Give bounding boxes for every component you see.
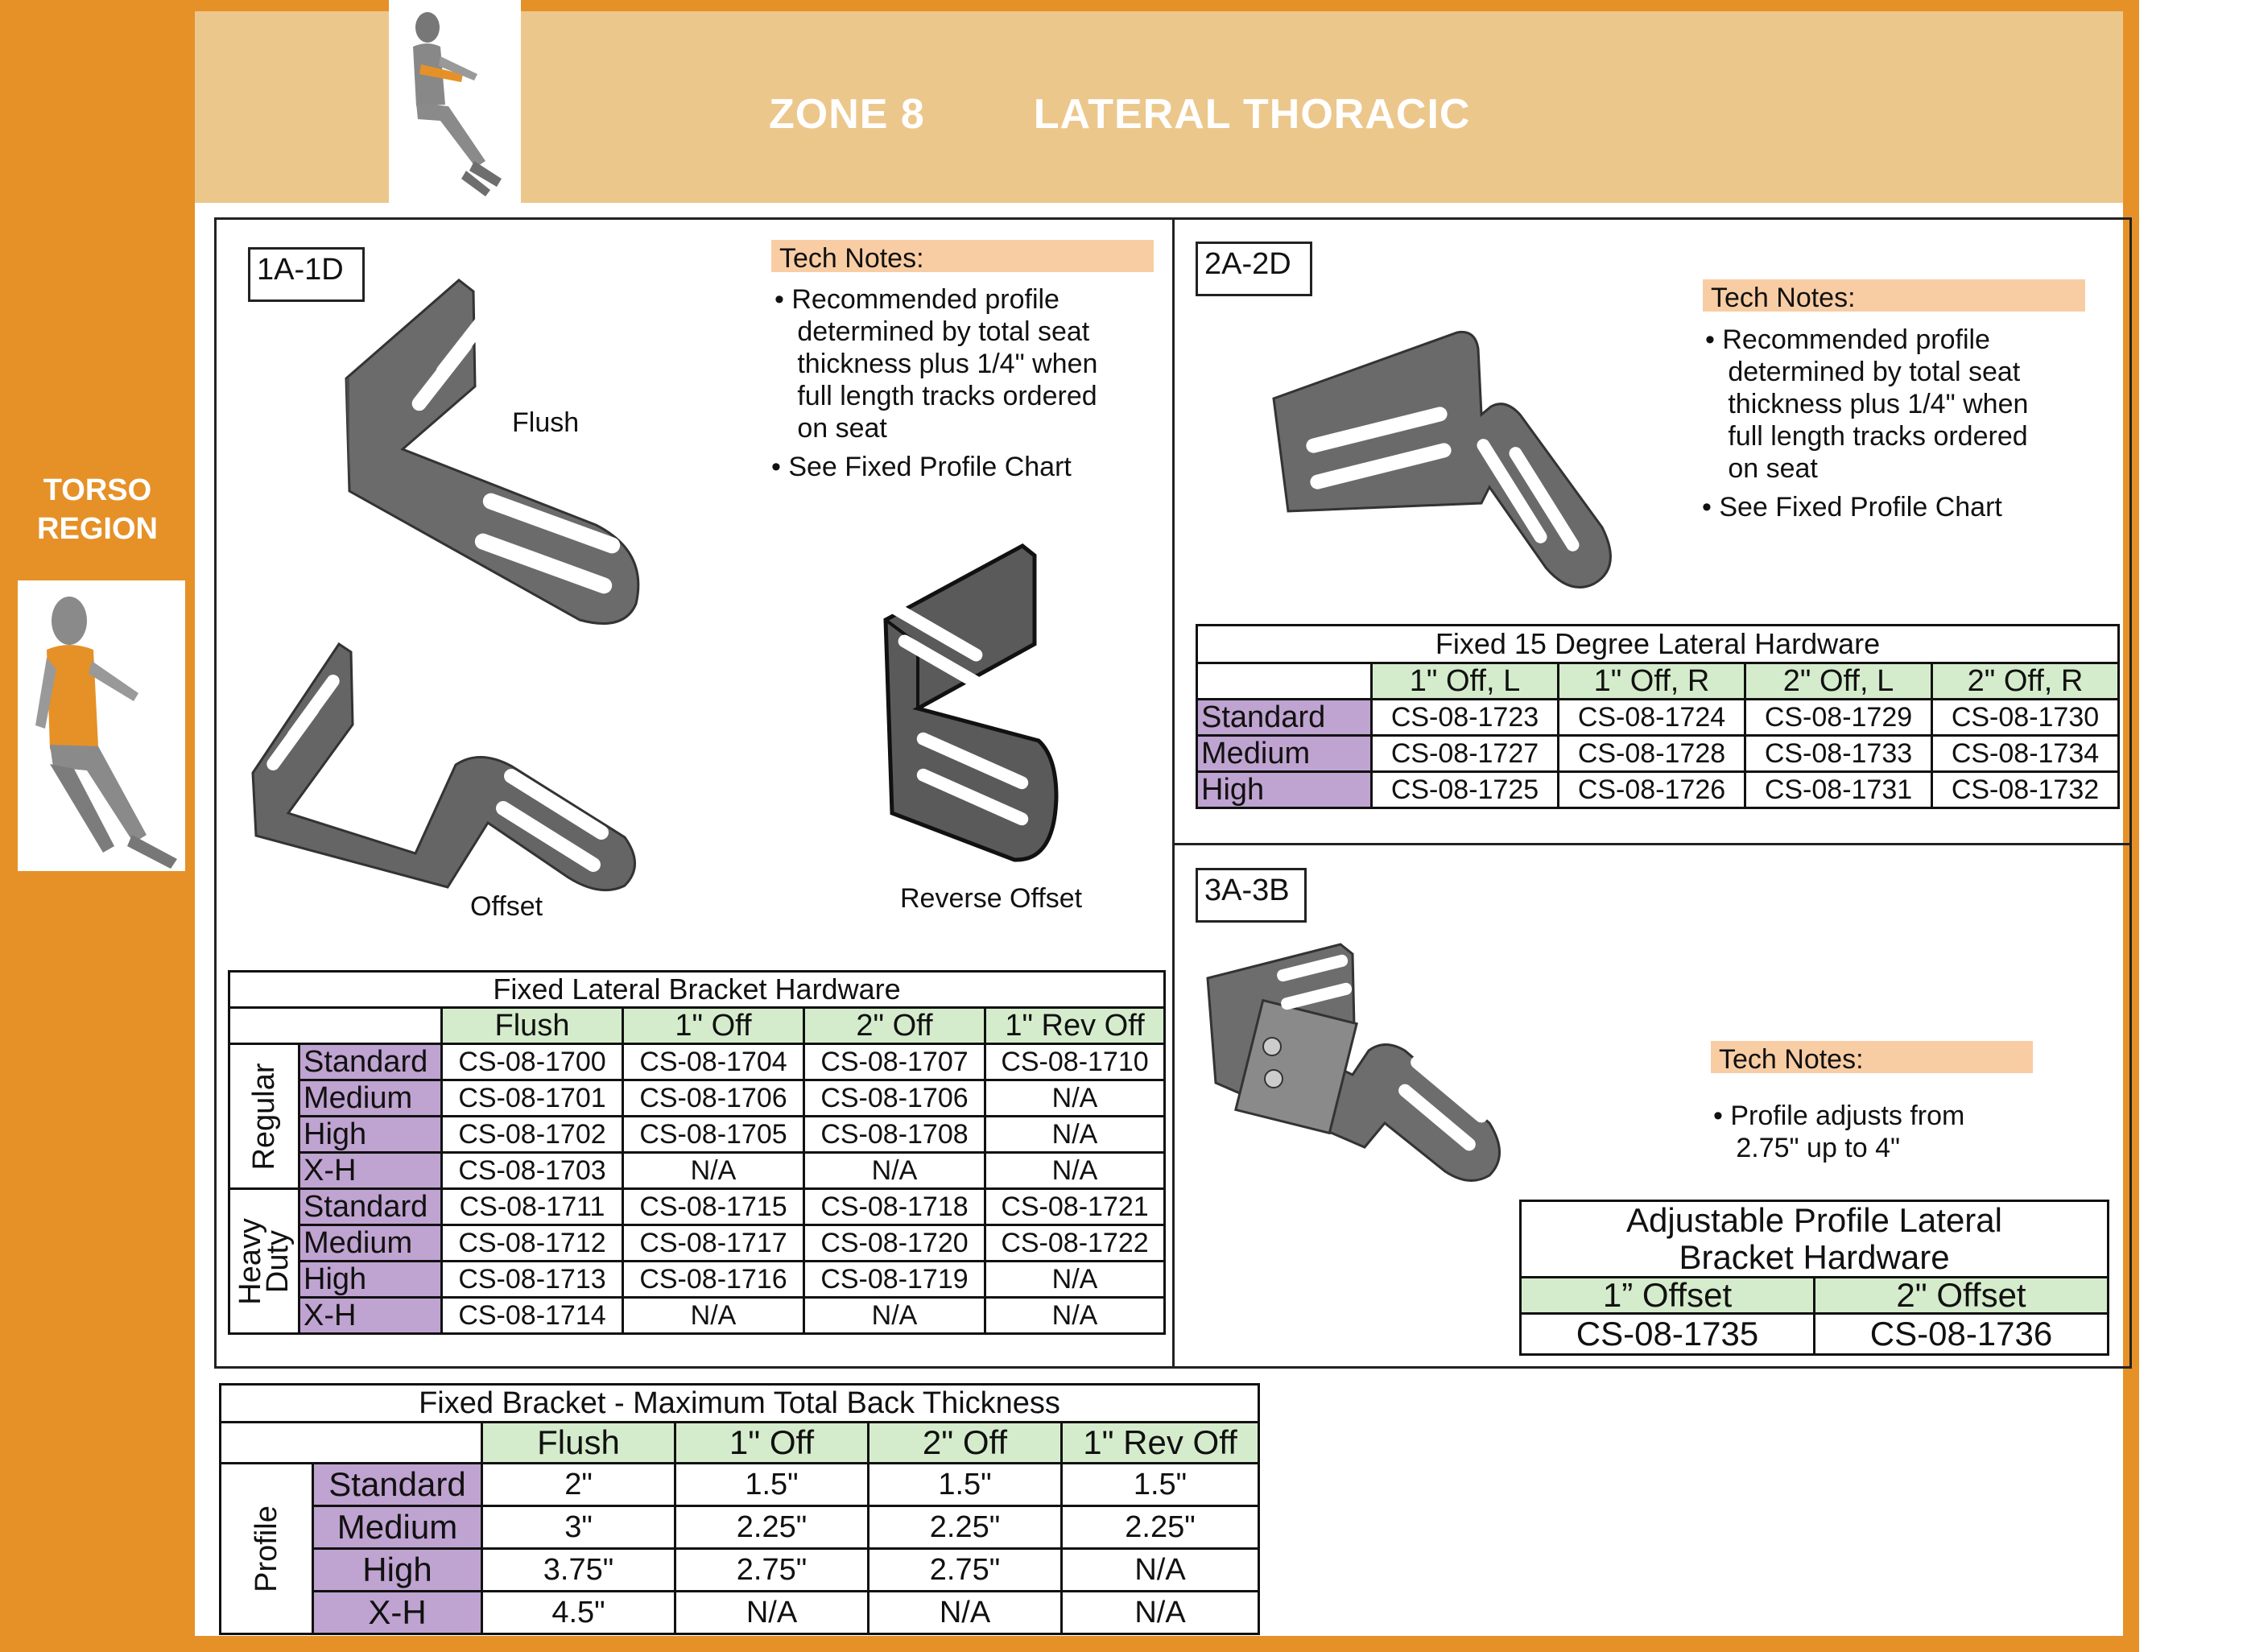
table-cell: N/A <box>623 1298 804 1334</box>
table-row <box>229 1189 1165 1225</box>
table-row <box>229 1262 1165 1298</box>
table-cell: CS-08-1729 <box>1745 700 1932 736</box>
frame-bottom <box>195 1636 2139 1652</box>
table-row <box>229 1080 1165 1117</box>
table-row <box>221 1464 1259 1506</box>
column-header: 2" Off, R <box>1932 663 2119 700</box>
column-header: 2" Off <box>804 1008 985 1044</box>
table-row <box>1197 700 2119 736</box>
table-row <box>221 1506 1259 1549</box>
table-cell: CS-08-1700 <box>442 1044 623 1080</box>
row-label: High <box>313 1549 482 1592</box>
tech-notes-body <box>1702 324 2029 523</box>
column-header: 1" Off, L <box>1372 663 1559 700</box>
adjustable-profile-table <box>1519 1200 2109 1356</box>
section-tag-2a-2d: 2A-2D <box>1196 242 1312 296</box>
tech-note-line: 2.75" up to 4" <box>1713 1133 1901 1163</box>
column-header: 1” Offset <box>1521 1278 1815 1314</box>
15-degree-bracket-image <box>1264 326 1618 592</box>
table-cell: N/A <box>869 1592 1062 1634</box>
table-row <box>229 1298 1165 1334</box>
table-row <box>221 1592 1259 1634</box>
table-cell: CS-08-1717 <box>623 1225 804 1262</box>
row-label: X-H <box>313 1592 482 1634</box>
tech-note-line: on seat <box>1705 453 1818 484</box>
column-header: 2" Off, L <box>1745 663 1932 700</box>
group-label-regular: Regular <box>229 1044 299 1189</box>
tech-note-line: • Recommended profile <box>774 284 1059 315</box>
table-cell: CS-08-1710 <box>985 1044 1165 1080</box>
table-cell: CS-08-1725 <box>1372 772 1559 808</box>
page-title <box>769 90 1470 138</box>
table-title-line2: Bracket Hardware <box>1679 1238 1950 1276</box>
table-cell: CS-08-1704 <box>623 1044 804 1080</box>
flush-caption: Flush <box>512 407 580 438</box>
table-cell: CS-08-1701 <box>442 1080 623 1117</box>
column-header: Flush <box>482 1423 675 1464</box>
table-cell: CS-08-1731 <box>1745 772 1932 808</box>
table-row <box>229 1117 1165 1153</box>
tech-note-line: thickness plus 1/4" when <box>774 349 1098 379</box>
tech-notes-header: Tech Notes: <box>771 240 1154 272</box>
table-cell: N/A <box>985 1153 1165 1189</box>
table-cell: N/A <box>985 1080 1165 1117</box>
row-label: Medium <box>299 1080 442 1117</box>
table-title: Fixed Lateral Bracket Hardware <box>229 972 1165 1008</box>
row-label: Medium <box>1197 736 1372 772</box>
table-cell: CS-08-1707 <box>804 1044 985 1080</box>
fixed-lateral-bracket-table <box>228 970 1166 1335</box>
table-cell: N/A <box>1062 1549 1259 1592</box>
table-cell: CS-08-1730 <box>1932 700 2119 736</box>
row-label: Standard <box>313 1464 482 1506</box>
table-cell: CS-08-1708 <box>804 1117 985 1153</box>
table-cell: N/A <box>804 1298 985 1334</box>
table-cell: CS-08-1703 <box>442 1153 623 1189</box>
tech-note-line: full length tracks ordered <box>774 381 1097 411</box>
row-label: Standard <box>299 1189 442 1225</box>
tech-note-line: determined by total seat <box>774 316 1090 347</box>
row-label: Medium <box>313 1506 482 1549</box>
table-cell: CS-08-1727 <box>1372 736 1559 772</box>
table-cell: CS-08-1714 <box>442 1298 623 1334</box>
table-cell: 2.75" <box>675 1549 869 1592</box>
table-cell: 1.5" <box>1062 1464 1259 1506</box>
table-title: Fixed Bracket - Maximum Total Back Thickness <box>221 1385 1259 1423</box>
table-cell: CS-08-1728 <box>1559 736 1745 772</box>
column-header: 2" Offset <box>1815 1278 2109 1314</box>
region-line1: TORSO <box>43 473 152 507</box>
row-label: Standard <box>299 1044 442 1080</box>
table-cell: CS-08-1718 <box>804 1189 985 1225</box>
table-title-line1: Adjustable Profile Lateral <box>1626 1201 2002 1239</box>
row-label: Medium <box>299 1225 442 1262</box>
table-cell: CS-08-1702 <box>442 1117 623 1153</box>
table-cell: CS-08-1735 <box>1521 1314 1815 1355</box>
table-cell: CS-08-1726 <box>1559 772 1745 808</box>
table-corner <box>221 1423 482 1464</box>
table-row <box>1197 736 2119 772</box>
table-cell: CS-08-1712 <box>442 1225 623 1262</box>
offset-bracket-image <box>246 636 641 894</box>
tech-note-line: • Profile adjusts from <box>1713 1101 1965 1131</box>
region-label <box>0 471 195 548</box>
table-cell: CS-08-1732 <box>1932 772 2119 808</box>
table-cell: N/A <box>985 1262 1165 1298</box>
row-label: High <box>299 1262 442 1298</box>
tech-notes-body <box>1713 1100 1964 1164</box>
column-header: 1" Rev Off <box>1062 1423 1259 1464</box>
table-cell: CS-08-1723 <box>1372 700 1559 736</box>
fixed-15-degree-table <box>1196 624 2120 809</box>
table-cell: CS-08-1720 <box>804 1225 985 1262</box>
table-cell: N/A <box>623 1153 804 1189</box>
tech-notes-body <box>771 283 1098 483</box>
table-corner <box>1197 663 1372 700</box>
table-cell: CS-08-1711 <box>442 1189 623 1225</box>
row-label: Standard <box>1197 700 1372 736</box>
offset-caption: Offset <box>470 891 543 922</box>
table-cell: CS-08-1715 <box>623 1189 804 1225</box>
table-row <box>229 1153 1165 1189</box>
section-tag-3a-3b: 3A-3B <box>1196 868 1307 923</box>
tech-note-line: thickness plus 1/4" when <box>1705 389 2029 419</box>
tech-note-line: • See Fixed Profile Chart <box>1702 492 2002 522</box>
table-cell: CS-08-1721 <box>985 1189 1165 1225</box>
adjustable-bracket-image <box>1200 938 1514 1196</box>
table-row <box>229 1225 1165 1262</box>
table-row <box>229 1044 1165 1080</box>
row-label: X-H <box>299 1153 442 1189</box>
table-cell: N/A <box>675 1592 869 1634</box>
table-cell: CS-08-1733 <box>1745 736 1932 772</box>
region-line2: REGION <box>37 512 158 546</box>
group-label-heavy-duty: Heavy Duty <box>229 1189 299 1334</box>
row-label: High <box>1197 772 1372 808</box>
table-cell: CS-08-1706 <box>623 1080 804 1117</box>
table-cell: 2.25" <box>675 1506 869 1549</box>
table-row <box>1521 1314 2109 1355</box>
table-cell: CS-08-1713 <box>442 1262 623 1298</box>
column-header: 1" Off <box>623 1008 804 1044</box>
tech-notes-header: Tech Notes: <box>1711 1041 2033 1073</box>
table-cell: CS-08-1705 <box>623 1117 804 1153</box>
tech-note-line: full length tracks ordered <box>1705 421 2028 452</box>
table-cell: 2.75" <box>869 1549 1062 1592</box>
table-cell: 2.25" <box>869 1506 1062 1549</box>
reverse-offset-caption: Reverse Offset <box>900 883 1083 914</box>
table-cell: 2" <box>482 1464 675 1506</box>
reverse-offset-bracket-image <box>869 539 1063 869</box>
table-cell: CS-08-1719 <box>804 1262 985 1298</box>
tech-note-line: determined by total seat <box>1705 357 2021 387</box>
column-header: 2" Off <box>869 1423 1062 1464</box>
table-cell: 2.25" <box>1062 1506 1259 1549</box>
column-header: 1" Off <box>675 1423 869 1464</box>
table-title: Fixed 15 Degree Lateral Hardware <box>1197 626 2119 663</box>
table-cell: CS-08-1724 <box>1559 700 1745 736</box>
tech-note-line: on seat <box>774 413 887 444</box>
table-title <box>1521 1201 2109 1278</box>
zone-number: ZONE 8 <box>769 91 925 138</box>
table-cell: CS-08-1734 <box>1932 736 2119 772</box>
column-header: 1" Off, R <box>1559 663 1745 700</box>
column-header: Flush <box>442 1008 623 1044</box>
table-corner <box>229 1008 442 1044</box>
table-cell: CS-08-1706 <box>804 1080 985 1117</box>
section-tag-1a-1d: 1A-1D <box>248 247 365 302</box>
table-cell: 3.75" <box>482 1549 675 1592</box>
table-row <box>1197 772 2119 808</box>
flush-bracket-image <box>338 274 652 636</box>
max-back-thickness-table <box>219 1383 1260 1635</box>
torso-figure-icon <box>18 580 185 871</box>
table-cell: N/A <box>985 1298 1165 1334</box>
tech-notes-header: Tech Notes: <box>1703 279 2085 312</box>
table-row <box>221 1549 1259 1592</box>
table-cell: N/A <box>985 1117 1165 1153</box>
table-cell: 1.5" <box>675 1464 869 1506</box>
tech-note-line: • See Fixed Profile Chart <box>771 452 1072 482</box>
tech-note-line: • Recommended profile <box>1705 324 1990 355</box>
group-label-profile: Profile <box>221 1464 313 1634</box>
row-label: X-H <box>299 1298 442 1334</box>
table-cell: 1.5" <box>869 1464 1062 1506</box>
table-cell: CS-08-1716 <box>623 1262 804 1298</box>
zone-figure-icon <box>389 0 521 203</box>
zone-name: LATERAL THORACIC <box>1033 91 1471 138</box>
row-label: High <box>299 1117 442 1153</box>
table-cell: CS-08-1736 <box>1815 1314 2109 1355</box>
table-cell: N/A <box>804 1153 985 1189</box>
table-cell: 4.5" <box>482 1592 675 1634</box>
column-header: 1" Rev Off <box>985 1008 1165 1044</box>
table-cell: CS-08-1722 <box>985 1225 1165 1262</box>
table-cell: 3" <box>482 1506 675 1549</box>
table-cell: N/A <box>1062 1592 1259 1634</box>
